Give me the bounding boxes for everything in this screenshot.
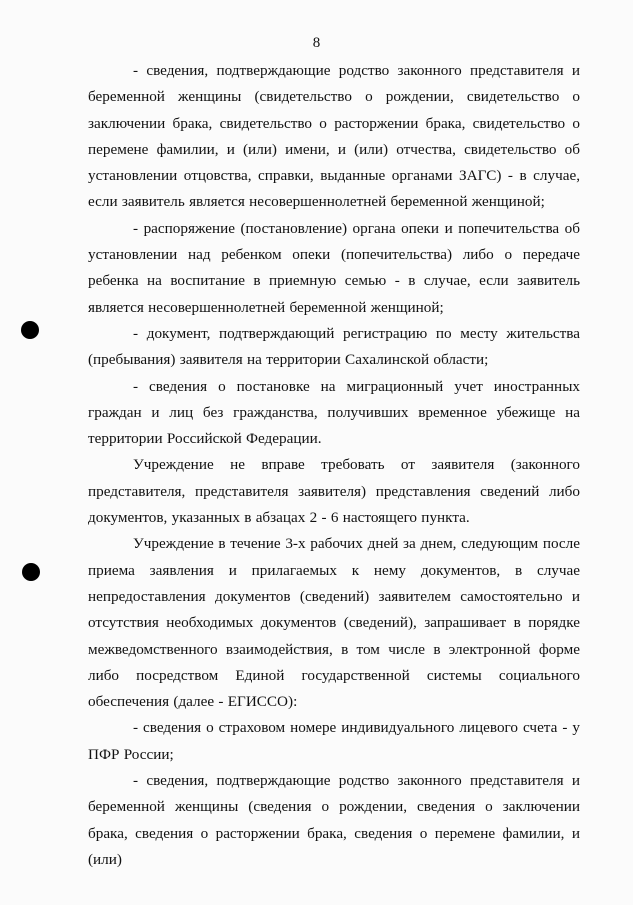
paragraph-institution-not-entitled: Учреждение не вправе требовать от заявителя (законного представителя, представителя заявителя) представления сведений либо документов, указанных в абзацах 2 - 6 настоящего пункта. [88, 456, 580, 527]
document-body [88, 58, 580, 873]
paragraph-interagency-request: Учреждение в течение 3-х рабочих дней за днем, следующим после приема заявления и прилагаемых к нему документов, в случае непредоставления документов (сведений) заявителем самостоятельно и отсутствия необходимых документов (сведений), запрашивает в порядке межведомственного взаимодействия, в том числе в электронной форме либо посредством Единой государственной системы социального обеспечения (далее - ЕГИССО): [88, 535, 580, 711]
paragraph-insurance-number: - сведения о страховом номере индивидуального лицевого счета - у ПФР России; [88, 719, 580, 763]
paragraph-kinship-information: - сведения, подтверждающие родство законного представителя и беременной женщины (сведения о рождении, сведения о заключении брака, сведения о расторжении брака, сведения о перемене фамилии, и (или) [88, 772, 580, 868]
punch-hole-mark [22, 563, 40, 581]
paragraph-guardianship-order: - распоряжение (постановление) органа опеки и попечительства об установлении над ребенком опеки (попечительства) либо о передаче ребенка на воспитание в приемную семью - в случае, если заявитель является несовершеннолетней беременной женщиной; [88, 219, 580, 316]
paragraph-kinship-documents: - сведения, подтверждающие родство законного представителя и беременной женщины (свидетельство о рождении, свидетельство о заключении брака, свидетельство о расторжении брака, свидетельство о перемене фамилии, и (или) имени, и (или) отчества, свидетельство об установлении отцовства, справки, выданные органами ЗАГС) - в случае, если заявитель является несовершеннолетней беременной женщиной; [88, 62, 580, 211]
punch-hole-mark [21, 321, 39, 339]
page-number: 8 [312, 35, 321, 51]
paragraph-migration-record: - сведения о постановке на миграционный учет иностранных граждан и лиц без гражданства, получивших временное убежище на территории Российской Федерации. [88, 377, 580, 448]
paragraph-residence-registration: - документ, подтверждающий регистрацию по месту жительства (пребывания) заявителя на территории Сахалинской области; [88, 324, 580, 369]
